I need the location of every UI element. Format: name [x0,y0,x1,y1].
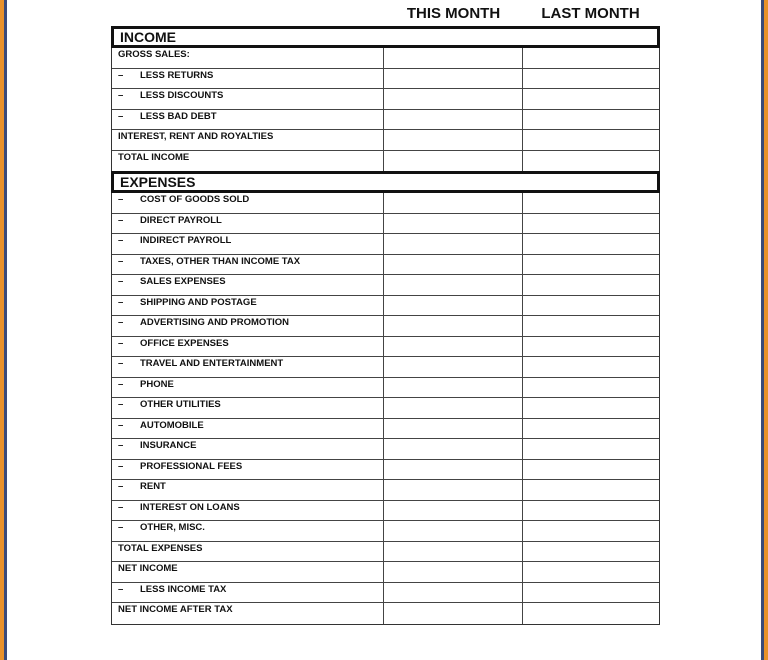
row-label [112,69,384,89]
this-month-cell[interactable] [384,378,523,398]
last-month-cell[interactable] [523,234,658,254]
this-month-cell[interactable] [384,439,523,459]
last-month-cell[interactable] [523,357,658,377]
last-month-cell[interactable] [523,255,658,275]
last-month-cell[interactable] [523,501,658,521]
table-row [112,234,659,255]
last-month-cell[interactable] [523,193,658,213]
dash-marker: – [118,296,124,308]
dash-marker: – [118,110,124,122]
expense-rows [112,193,659,624]
this-month-cell[interactable] [384,48,523,68]
table-row [112,151,659,172]
row-label [112,439,384,459]
dash-marker: – [118,440,124,451]
row-label-text: OFFICE EXPENSES [140,337,229,349]
this-month-cell[interactable] [384,193,523,213]
row-label [112,501,384,521]
dash-marker: – [118,501,124,513]
this-month-cell[interactable] [384,255,523,275]
table-row [112,110,659,131]
table-row [112,69,659,90]
table-row [112,521,659,542]
dash-marker: – [118,255,124,267]
table-row [112,542,659,563]
row-label-text: OTHER, MISC. [140,522,205,533]
this-month-cell[interactable] [384,130,523,150]
last-month-cell[interactable] [523,460,658,480]
dash-marker: – [118,317,124,328]
row-label [112,603,384,624]
table-row [112,603,659,624]
row-label-text: INSURANCE [140,440,197,451]
table-row [112,378,659,399]
table-row [112,255,659,276]
this-month-cell[interactable] [384,296,523,316]
last-month-cell[interactable] [523,603,658,624]
this-month-cell[interactable] [384,89,523,109]
table-row [112,357,659,378]
row-label-text: INTEREST ON LOANS [140,501,240,513]
row-label-text: DIRECT PAYROLL [140,214,222,226]
row-label [112,214,384,234]
row-label-text: TAXES, OTHER THAN INCOME TAX [140,255,301,267]
column-header-this-month: THIS MONTH [406,5,501,22]
row-label-text: TOTAL INCOME [118,151,190,163]
row-label [112,583,384,603]
row-label [112,193,384,213]
this-month-cell[interactable] [384,337,523,357]
this-month-cell[interactable] [384,480,523,500]
dash-marker: – [118,399,124,410]
row-label [112,357,384,377]
column-headers [384,5,658,25]
last-month-cell[interactable] [523,69,658,89]
last-month-cell[interactable] [523,110,658,130]
dash-marker: – [118,378,124,390]
row-label-text: ADVERTISING AND PROMOTION [140,317,290,328]
dash-marker: – [118,583,124,595]
last-month-cell[interactable] [523,521,658,541]
row-label-text: INDIRECT PAYROLL [140,235,232,246]
dash-marker: – [118,69,124,81]
last-month-cell[interactable] [523,337,658,357]
row-label [112,130,384,150]
this-month-cell[interactable] [384,521,523,541]
last-month-cell[interactable] [523,89,658,109]
this-month-cell[interactable] [384,583,523,603]
table-row [112,214,659,235]
row-label-text: LESS DISCOUNTS [140,90,224,101]
last-month-cell[interactable] [523,296,658,316]
row-label [112,460,384,480]
last-month-cell[interactable] [523,439,658,459]
dash-marker: – [118,522,124,533]
this-month-cell[interactable] [384,398,523,418]
row-label [112,542,384,562]
row-label-text: LESS INCOME TAX [140,583,227,595]
this-month-cell[interactable] [384,603,523,624]
dash-marker: – [118,235,124,246]
row-label [112,398,384,418]
row-label [112,419,384,439]
row-label [112,89,384,109]
row-label-text: NET INCOME [118,563,178,574]
row-label [112,378,384,398]
dash-marker: – [118,460,124,472]
dash-marker: – [118,194,124,205]
table-row [112,439,659,460]
dash-marker: – [118,337,124,349]
row-label [112,110,384,130]
dash-marker: – [118,358,124,369]
last-month-cell[interactable] [523,151,658,172]
row-label [112,151,384,172]
table-row [112,501,659,522]
row-label [112,316,384,336]
last-month-cell[interactable] [523,130,658,150]
row-label-text: AUTOMOBILE [140,419,204,431]
this-month-cell[interactable] [384,419,523,439]
row-label-text: TOTAL EXPENSES [118,542,203,554]
row-label [112,234,384,254]
row-label [112,521,384,541]
table-row [112,48,659,69]
this-month-cell[interactable] [384,501,523,521]
this-month-cell[interactable] [384,151,523,172]
table-row [112,130,659,151]
this-month-cell[interactable] [384,110,523,130]
row-label-text: OTHER UTILITIES [140,399,221,410]
row-label [112,255,384,275]
table-row [112,583,659,604]
row-label-text: COST OF GOODS SOLD [140,194,250,205]
row-label [112,48,384,68]
row-label-text: INTEREST, RENT AND ROYALTIES [118,131,274,142]
dash-marker: – [118,276,124,287]
column-header-last-month: LAST MONTH [541,5,640,22]
row-label-text: LESS RETURNS [140,69,214,81]
this-month-cell[interactable] [384,460,523,480]
table-row [112,316,659,337]
table-row [112,398,659,419]
table-row [112,419,659,440]
dash-marker: – [118,90,124,101]
row-label-text: TRAVEL AND ENTERTAINMENT [140,358,284,369]
table-row [112,562,659,583]
row-label-text: SHIPPING AND POSTAGE [140,296,257,308]
row-label [112,480,384,500]
dash-marker: – [118,481,124,492]
row-label-text: NET INCOME AFTER TAX [118,604,233,615]
this-month-cell[interactable] [384,316,523,336]
dash-marker: – [118,214,124,226]
last-month-cell[interactable] [523,214,658,234]
table-row [112,460,659,481]
row-label [112,296,384,316]
this-month-cell[interactable] [384,275,523,295]
row-label-text: LESS BAD DEBT [140,110,217,122]
last-month-cell[interactable] [523,398,658,418]
last-month-cell[interactable] [523,562,658,582]
row-label-text: RENT [140,481,166,492]
last-month-cell[interactable] [523,378,658,398]
this-month-cell[interactable] [384,214,523,234]
last-month-cell[interactable] [523,275,658,295]
this-month-cell[interactable] [384,542,523,562]
expenses-section-header: EXPENSES [111,171,660,193]
this-month-cell[interactable] [384,234,523,254]
table-row [112,89,659,110]
table-row [112,296,659,317]
table-row [112,480,659,501]
last-month-cell[interactable] [523,419,658,439]
row-label-text: GROSS SALES: [118,49,190,60]
row-label [112,337,384,357]
last-month-cell[interactable] [523,48,658,68]
row-label-text: SALES EXPENSES [140,276,226,287]
row-label-text: PHONE [140,378,174,390]
this-month-cell[interactable] [384,562,523,582]
income-section-header: INCOME [111,26,660,48]
table-row [112,193,659,214]
income-statement-table [111,26,660,625]
row-label [112,275,384,295]
dash-marker: – [118,419,124,431]
last-month-cell[interactable] [523,316,658,336]
this-month-cell[interactable] [384,69,523,89]
row-label [112,562,384,582]
last-month-cell[interactable] [523,480,658,500]
this-month-cell[interactable] [384,357,523,377]
table-row [112,275,659,296]
last-month-cell[interactable] [523,583,658,603]
income-rows [112,48,659,171]
table-row [112,337,659,358]
row-label-text: PROFESSIONAL FEES [140,460,243,472]
last-month-cell[interactable] [523,542,658,562]
